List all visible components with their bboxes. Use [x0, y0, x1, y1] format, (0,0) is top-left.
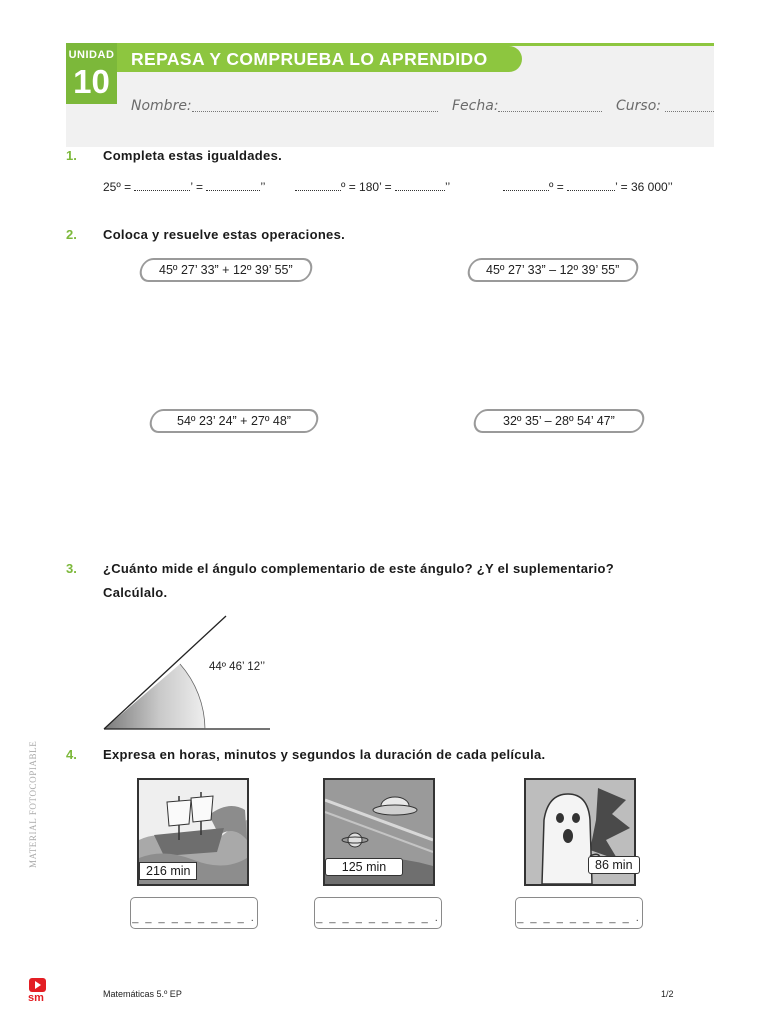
blank-field[interactable] — [134, 180, 190, 191]
name-label: Nombre: — [131, 98, 192, 114]
equality-c-end: ’ = 36 000’’ — [615, 180, 673, 194]
footer-subject: Matemáticas 5.º EP — [103, 989, 182, 999]
question-4-text: Expresa en horas, minutos y segundos la duración de cada película. — [103, 747, 546, 762]
publisher-logo — [29, 978, 46, 992]
question-3-number: 3. — [66, 561, 77, 576]
answer-box[interactable] — [130, 897, 258, 929]
duration-tag: 86 min — [588, 856, 640, 874]
equality-a-start: 25º = — [103, 180, 132, 194]
equality-a — [103, 180, 265, 194]
answer-box[interactable] — [314, 897, 442, 929]
play-icon — [29, 978, 46, 992]
question-3-text: ¿Cuánto mide el ángulo complementario de este ángulo? ¿Y el suplementario? — [103, 561, 614, 576]
operation-pill — [471, 409, 646, 433]
angle-label: 44º 46’ 12’’ — [209, 661, 265, 673]
blank-field[interactable] — [295, 180, 341, 191]
equality-b-mid: º = 180’ = — [341, 180, 392, 194]
unit-badge — [66, 43, 117, 104]
date-label: Fecha: — [452, 98, 499, 114]
course-field[interactable] — [665, 111, 714, 112]
operation-pill — [147, 409, 320, 433]
name-field[interactable] — [192, 111, 438, 112]
operation-text: 54º 23’ 24” + 27º 48” — [177, 414, 291, 428]
question-4-number: 4. — [66, 747, 77, 762]
question-2-number: 2. — [66, 227, 77, 242]
blank-field[interactable] — [395, 180, 445, 191]
equality-a-mid: ’ = — [190, 180, 203, 194]
equality-b — [295, 180, 450, 194]
question-3-text-line2: Calcúlalo. — [103, 585, 168, 600]
equality-b-end: ’’ — [445, 180, 451, 194]
angle-sector — [104, 664, 205, 729]
answer-dashes: _ _ _ _ _ _ _ _ _ . — [517, 912, 641, 924]
photocopiable-note: MATERIAL FOTOCOPIABLE — [28, 740, 38, 868]
date-field[interactable] — [498, 111, 602, 112]
blank-field[interactable] — [567, 180, 615, 191]
page-title: REPASA Y COMPRUEBA LO APRENDIDO — [131, 49, 488, 69]
page-number: 1/2 — [661, 989, 674, 999]
course-label: Curso: — [616, 98, 661, 114]
duration-tag: 216 min — [139, 862, 197, 880]
operation-pill — [137, 258, 314, 282]
question-1-text: Completa estas igualdades. — [103, 148, 283, 163]
equality-c-mid: º = — [549, 180, 564, 194]
question-1-number: 1. — [66, 148, 77, 163]
answer-box[interactable] — [515, 897, 643, 929]
operation-text: 45º 27’ 33” + 12º 39’ 55” — [159, 263, 293, 277]
answer-dashes: _ _ _ _ _ _ _ _ _ . — [316, 912, 440, 924]
duration-tag: 125 min — [325, 858, 403, 876]
question-2-text: Coloca y resuelve estas operaciones. — [103, 227, 346, 242]
equality-c — [503, 180, 673, 194]
unit-label: UNIDAD — [68, 49, 115, 61]
operation-text: 45º 27’ 33” – 12º 39’ 55” — [486, 263, 620, 277]
equality-a-end: ’’ — [260, 180, 266, 194]
answer-dashes: _ _ _ _ _ _ _ _ _ . — [132, 912, 256, 924]
blank-field[interactable] — [206, 180, 260, 191]
publisher-logo-text: sm — [28, 992, 44, 1004]
unit-number: 10 — [73, 63, 110, 100]
angle-diagram — [100, 612, 280, 734]
operation-pill — [465, 258, 640, 282]
operation-text: 32º 35’ – 28º 54’ 47” — [503, 414, 615, 428]
blank-field[interactable] — [503, 180, 549, 191]
